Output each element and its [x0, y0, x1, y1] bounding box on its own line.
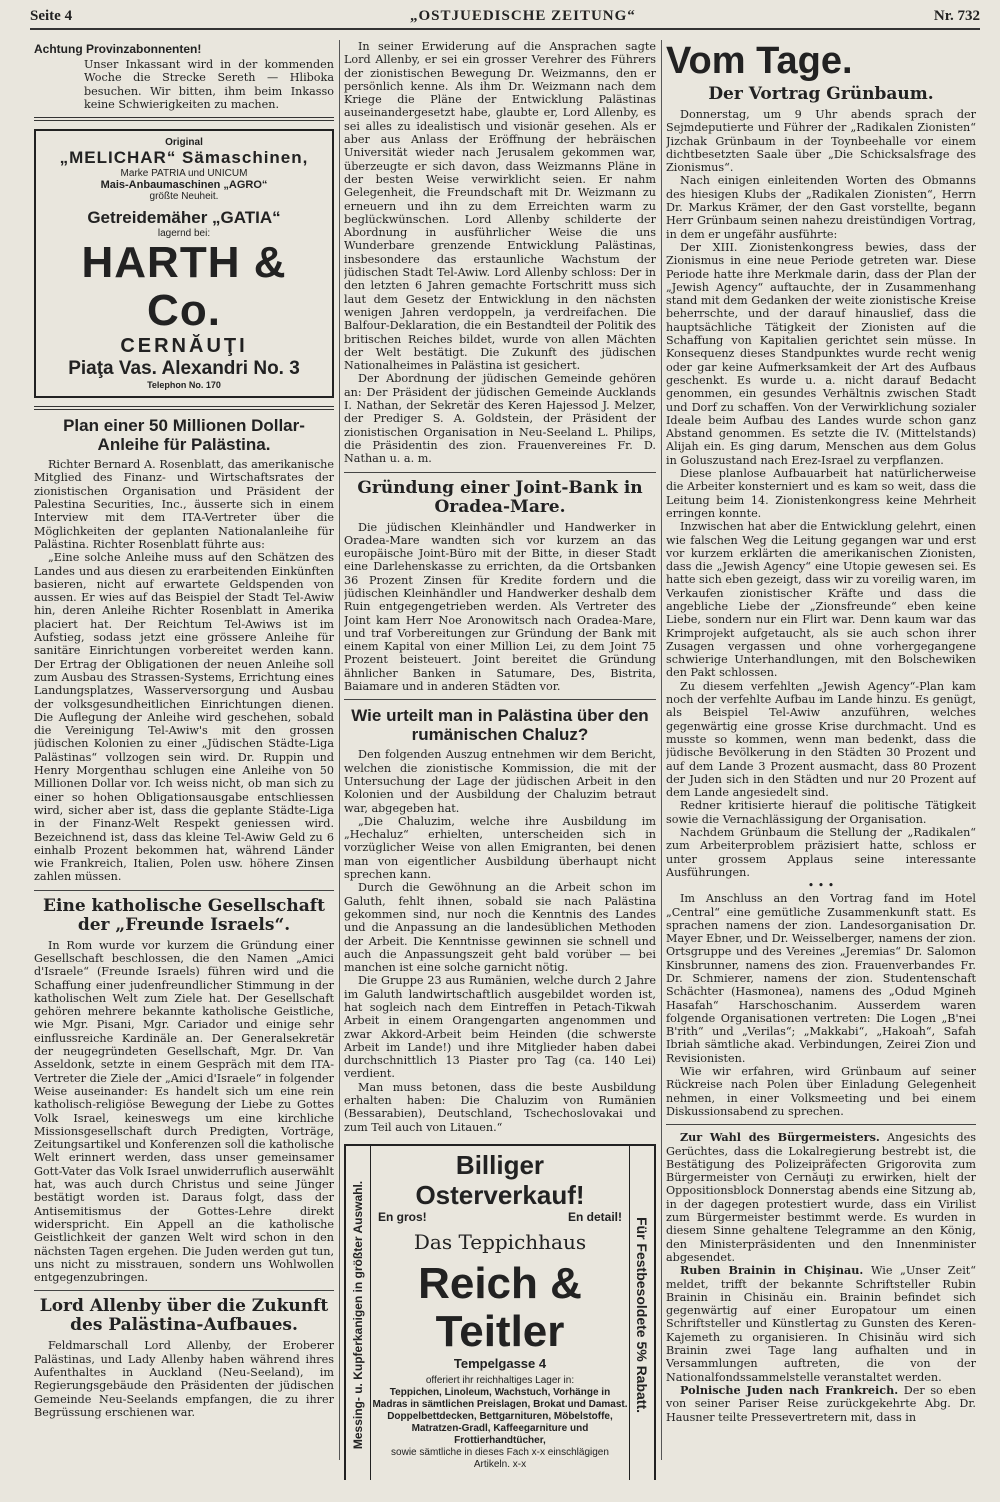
notice-title: Achtung Provinzabonnenten! — [34, 42, 202, 56]
ad-footer: sowie sämtliche in dieses Fach x-x einschlägigen Artikeln. x-x — [391, 1446, 609, 1470]
ad-house: Das Teppichhaus — [413, 1229, 587, 1254]
issue-number: Nr. 732 — [933, 8, 980, 24]
ad-original: Original — [165, 137, 203, 149]
news-text: Angesichts des Gerüchtes, dass die Lokalregierung bestrebt ist, die Bestätigung des Polizeipräfecten Grigorovita zum Bürgermeister von Cernăuţi zu erwirken, hielt der Oppositionsblock Donnerstag abends eine Sitzung ab, in der dagegen protestiert wurde, dass ein Virilist zum Bürgermeister bestimmt werde. Es wurden in diesem Sinne gehaltene Telegramme an den König, den Ministerpräsidenten und den Innenminister abgesendet. — [666, 1131, 976, 1264]
ad-firm: HARTH & Co. — [81, 238, 287, 336]
article-paragraph: „Eine solche Anleihe muss auf den Schätzen des Landes und aus diesen zu erarbeitenden Einkünften basieren, nicht auf erwartete Geldspenden von aussen. Er wies auf das Beispiel der Stadt Tel-Awiw hin, deren Anleihe Richter Rosenblatt in Amerika placiert hat. Der Reichtum Tel-Awiws ist im Aufstieg, sodass jetzt eine grössere Anleihe für sanitäre Einrichtungen vorbereitet werden kann. Der Ertrag der Obligationen der neuen Anleihe soll zum Ausbau des Strassen-Systems, Errichtung eines Landungsplatzes, Wasserversorgung und Ausbau der volksgesundheitlichen Einrichtungen dienen. Die Auflegung der Anleihe wird geschehen, sobald die Vereinigung Tel-Awiw's mit den grossen jüdischen Kolonien zu einer „Jüdischen Städte-Liga Palästinas“ vollzogen sein wird. Dr. Ruppin und Henry Morgenthau schlugen eine Anleihe von 50 Millionen Dollar vor. Ich weiss nicht, ob man sich zu einer so hohen Obligationsausgabe entschliessen wird, sicher aber ist, dass die geplante Städte-Liga in der Finanz-Welt Respekt geniessen wird. Bezeichnend ist, dass das kleine Tel-Awiw Geld zu 6 einhalb Prozent bekommen hat, während Länder wie Frankreich, Italien, Polen usw. höhere Zinsen zahlen müssen. — [34, 551, 334, 884]
article-paragraph: Im Anschluss an den Vortrag fand im Hotel „Central“ eine gemütliche Zusammenkunft statt. Es sprachen namens der zion. Landesorganisation Dr. Mayer Ebner, und Dr. Weisselberger, namens der zion. Ortsgruppe und des Vereines „Jeremias“ Dr. Salomon Kinsbrunner, namens des zion. Frauenverbandes Fr. Dr. Schmierer, namens der zion. Studentenschaft Schächter (Hasmonea), namens des „Odud Mgineh Hasafah“ Harschoschanim. Ausserdem waren folgende Organisationen vertreten: Die Logen „B'nei B'rith“ und „Verilas“; „Makkabi“, „Hakoah“, Safah Ibriah sämtliche akad. Verbindungen, Zeirei Zion und Revisionisten. — [666, 892, 976, 1065]
ad-side-left-text: Messing- u. Kupferkanigen in größter Auswahl. — [351, 1180, 365, 1450]
ad-body — [372, 1150, 628, 1471]
page-number: Seite 4 — [30, 8, 73, 24]
ad-address: Piaţa Vas. Alexandri No. 3 — [68, 358, 300, 380]
article-paragraph: Zu diesem verfehlten „Jewish Agency“-Plan kam noch der verfehlte Aufbau im Lande hinzu. Es genügt, als Beispiel Tel-Awiw anzuführen, welches gegenwärtig eine grosse Krise durchmacht. Und es musste so kommen, wenn man bedenkt, dass die jüdische Bevölkerung in den Städten 30 Prozent und auf dem Lande 3 Prozent ausmacht, dass 80 Prozent der Juden sich in den Städten und nur 20 Prozent auf dem Lande angesiedelt sind. — [666, 679, 976, 800]
article-title: Plan einer 50 Millionen Dollar-Anleihe für Palästina. — [63, 416, 305, 455]
ad-engros: En gros! — [378, 1209, 427, 1224]
news-lead: Zur Wahl des Bürgermeisters. — [680, 1130, 880, 1145]
page-header — [30, 8, 980, 30]
harth-advertisement — [34, 129, 334, 398]
divider — [344, 699, 656, 700]
ad-headline: Billiger Osterverkauf! — [415, 1149, 585, 1210]
news-lead: Polnische Juden nach Frankreich. — [680, 1382, 899, 1397]
ad-mais: Mais-Anbaumaschinen „AGRO“ — [100, 179, 268, 192]
ad-offer: offeriert ihr reichhaltiges Lager in: — [425, 1374, 575, 1386]
news-text: Wie „Unser Zeit“ meldet, trifft der bekannte Schriftsteller Rubin Brainin in Chisinău ein. Brainin befindet sich gegenwärtig auf einer Europatour um einen Schriftsteller und Künstlertag zu Gunsten des Keren-Kajemeth zu organisieren. In Chisinău wird sich Brainin zwei Tage lang aufhalten und in Versammlungen auftreten, die von der Nationalfondssammelstelle veranstaltet werden. — [666, 1264, 976, 1384]
column-rule — [339, 40, 340, 1460]
article-paragraph: Der Abordnung der jüdischen Gemeinde gehören an: Der Präsident der jüdischen Gemeinde Aucklands I. Nathan, der Sekretär des Keren Hajessod J. Melzer, der Prediger S. A. Goldstein, der Präsident der zionistischen Organisation in Neu-Seeland L. Philips, die Präsidentin des zion. Frauenvereines Fr. D. Nathan u. a. m. — [344, 372, 656, 466]
section-title: Vom Tage. — [666, 40, 853, 82]
article-paragraph: Wie wir erfahren, wird Grünbaum auf seiner Rückreise nach Polen über Einladung Gelegenheit nehmen, in einer Volksmeeting und bei einem Diskussionsabend zu sprechen. — [666, 1065, 976, 1118]
article-paragraph: Die jüdischen Kleinhändler und Handwerker in Oradea-Mare wandten sich vor kurzem an das europäische Joint-Büro mit der Bitte, in dieser Stadt eine Darlehenskasse zu errichten, da die Ortsbanken 36 Prozent Zinsen für Kredite fordern und die jüdischen Kleinhändler und Handwerker deshalb dem Ruin entgegengetrieben werden. Als Vertreter des Joint kam Herr Noe Aronowitsch nach Oradea-Mare, und traf Vorbereitungen zur Gründung der Bank mit einem Kapital von einer Million Lei, zu dem Joint 75 Prozent beisteuert. Joint bereitet die Gründung ähnlicher Banken in Satumare, Des, Bistrita, Baiamare und in anderen Städten vor. — [344, 520, 656, 694]
news-item — [666, 1264, 976, 1384]
column-3 — [666, 40, 976, 1480]
ad-side-right — [629, 1146, 654, 1480]
ad-side-left — [346, 1146, 371, 1480]
ad-firm: Reich & Teitler — [418, 1258, 582, 1356]
article-paragraph: Nachdem Grünbaum die Stellung der „Radikalen“ zum Arbeiterproblem präzisiert hatte, schloss er unter grossem Applaus seine interessante Ausführungen. — [666, 826, 976, 879]
divider — [34, 117, 334, 121]
divider — [34, 406, 334, 410]
ad-engros-row — [372, 1210, 628, 1224]
newspaper-title: „OSTJUEDISCHE ZEITUNG“ — [410, 8, 636, 24]
article-paragraph: Nach einigen einleitenden Worten des Obmanns des hiesigen Klubs der „Radikalen Zionisten“, Herrn Dr. Markus Krämer, der den Gast vorstellte, begann Herr Grünbaum seinen nahezu dreistündigen Vortrag, in dem er ungefähr ausführte: — [666, 174, 976, 241]
news-text: Der so eben von seiner Pariser Reise zurückgekehrte Abg. Dr. Hausner teilte Pressevertretern mit, dass in — [666, 1383, 976, 1424]
article-title: Gründung einer Joint-Bank in Oradea-Mare. — [357, 477, 643, 517]
ad-lagernd: lagernd bei: — [157, 228, 211, 240]
news-lead: Ruben Brainin in Chişinau. — [680, 1263, 864, 1278]
article-paragraph: In Rom wurde vor kurzem die Gründung einer Gesellschaft beschlossen, die den Namen „Amici d'Israele“ (Freunde Israels) führen wird und die Schaffung einer judenfreundlicher Stimmung in der katholischen Welt zum Ziele hat. Der Gesellschaft gehören mehrere bekannte katholische Geistliche, wie Mgr. Pisani, Mgr. Cariador und einige sehr einflussreiche Kardinäle an. Der Generalsekretär der neugegründeten Gesellschaft, Mgr. Dr. Van Asseldonk, setzte in einem Gespräch mit dem ITA-Vertreter die Ziele der „Amici d'Israele“ in folgender Weise auseinander: Es handelt sich um eine rein katholisch-religiöse Bewegung der Liebe zu Gottes Volk Israel, keineswegs um eine kirchliche Missionsgesellschaft durch Predigten, Vorträge, Zeitungsartikel und Konferenzen soll die katholische Welt erinnert werden, dass unser gemeinsamer Gott-Vater das Volk Israel unwiderruflich auserwählt hat, was auch durch Christus und seine Jünger bestätigt worden ist. Daraus folgt, dass der Antisemitismus der Gottes-Lehre direkt widerspricht. Ein Appell an die katholische Geistlichkeit der ganzen Welt wird schon in den nächsten Tagen ergehen. Die Juden werden gut tun, uns nicht zu misstrauen, sondern uns Wohlwollen entgegenzubringen. — [34, 938, 334, 1285]
ad-wares: Teppichen, Linoleum, Wachstuch, Vorhänge in Madras in sämtlichen Preislagen, Brokat und Damast. Doppelbettdecken, Bettgarnituren, Möbelstoffe, Matratzen-Gradl, Kaffeegarniture und Frottierhandtücher, — [372, 1386, 628, 1446]
article-paragraph: Feldmarschall Lord Allenby, der Eroberer Palästinas, und Lady Allenby haben während ihres Aufenthaltes in Auckland (Neu-Seeland), im Regierungsgebäude den Präsidenten der jüdischen Gemeinde Neu-Seelands empfangen, die zu ihrer Begrüssung erschienen war. — [34, 1339, 334, 1419]
divider — [666, 1124, 976, 1125]
article-paragraph: Redner kritisierte hierauf die politische Tätigkeit sowie die Vernachlässigung der Organisation. — [666, 799, 976, 826]
article-paragraph: Man muss betonen, dass die beste Ausbildung erhalten haben: Die Chaluzim von Rumänien (Bessarabien), Deutschland, Tschechoslovakai und zum Teil auch von Litauen.“ — [344, 1080, 656, 1134]
ad-getreide: Getreidemäher „GATIA“ — [87, 208, 281, 228]
article-paragraph: Richter Bernard A. Rosenblatt, das amerikanische Mitglied des Finanz- und Wirtschaftsrates der zionistischen Organisation und Präsident der Palestina Securities, Inc., äusserte sich in einem Interview mit dem ITA-Vertreter über die Möglichkeiten der geplanten Nationalanleihe für Palästina. Richter Rosenblatt führte aus: — [34, 458, 334, 551]
ad-street: Tempelgasse 4 — [453, 1355, 547, 1371]
divider — [344, 472, 656, 473]
column-2 — [344, 40, 656, 1480]
section-subtitle: Der Vortrag Grünbaum. — [708, 84, 934, 104]
separator-stars: • • • — [807, 879, 835, 893]
ad-brand: „MELICHAR“ Sämaschinen, — [59, 148, 309, 168]
article-title: Eine katholische Gesellschaft der „Freunde Israels“. — [43, 895, 325, 935]
article-paragraph: Der XIII. Zionistenkongress bewies, dass der Zionismus in eine neue Periode getreten war. Diese Periode hatte ihre Merkmale darin, dass der Plan der „Jewish Agency“ auftauchte, der in Zusammenhang stand mit dem Gedanken der weite zionistische Kreise beherrschte, und der darauf hinauslief, dass die hauptsächliche Tätigkeit der Zionisten auf die Schaffung von Kapitalien gerichtet sein müsse. In Konsequenz dieses Standpunktes wurde recht wenig oder gar keine Aufmerksamkeit der Art des Aufbaus geschenkt. Es wurde u. a. nicht darauf Bedacht genommen, ein gesundes Verhältnis zwischen Stadt und Dorf zu schaffen. Von der Verwirklichung sozialer Ideale beim Aufbau des Landes wurde schon ganz Abstand genommen. Es setzte die IV. (Mittelstands) Alijah ein. Es ging darum, Menschen aus dem Golus in Goluszustand nach Erez-Israel zu verpflanzen. — [666, 240, 976, 467]
article-paragraph: Inzwischen hat aber die Entwicklung gelehrt, einen wie falschen Weg die Leitung gegangen war und erst vor kurzem erklärten die amerikanischen Zionisten, dass die „Jewish Agency“ eine Utopie gewesen sei. Es hatte sich eben gezeigt, dass wir zu voreilig waren, im Verkaufen zionistischer Kräfte und dass die angebliche Liebe der „Zionsfreunde“ eben keine Liebe, sondern nur ein Flirt war. Denn kaum war das Krimprojekt aufgetaucht, als sie auch schon ihrer Zusagen vergassen und ohne vorhergegangene schwierige Unterhandlungen, mit den Bolschewiken den Pakt schlossen. — [666, 520, 976, 680]
ad-neuheit: größte Neuheit. — [149, 191, 219, 203]
news-item — [666, 1131, 976, 1264]
divider — [34, 1290, 334, 1291]
article-paragraph: Diese planlose Aufbauarbeit hat natürlicherweise die Arbeiter konsterniert und es kam so weit, dass die Leitung beim 14. Zionistenkongress keine Mehrheit erringen konnte. — [666, 467, 976, 520]
divider — [34, 890, 334, 891]
article-title: Wie urteilt man in Palästina über den rumänischen Chaluz? — [351, 706, 649, 745]
article-paragraph: Die Gruppe 23 aus Rumänien, welche durch 2 Jahre im Galuth landwirtschaftlich ausgebildet worden ist, hat sogleich nach dem Eintreffen in Petach-Tikwah Arbeit in einem Orangengarten angenommen und zwar Akkord-Arbeit beim Heinden (die schwerste Arbeit im Lande!) und ihre Mitglieder haben dabei durchschnittlich 13 Piaster pro Tag (ca. 140 Lei) verdient. — [344, 974, 656, 1081]
article-paragraph: In seiner Erwiderung auf die Ansprachen sagte Lord Allenby, er sei ein grosser Verehrer des Führers der zionistischen Bewegung Dr. Weizmanns, den er persönlich kenne. Als ihm Dr. Weizmann nach dem Kriege die Pläne der Entwicklung Palästinas auseinandergesetzt habe, glaubte er, Lord Allenby, es sei alles zu idealistisch und visionär gesehen. Als er aber aus Anlass der Eröffnung der hebräischen Universität wieder nach Jerusalem gekommen war, überzeugte er sich davon, dass Weizmanns Pläne in der besten Weise verwirklicht seien. Er nahm Gelegenheit, die Freundschaft mit Dr. Weizmann zu erneuern und ihn zu dem Erreichten warm zu beglückwünschen. Lord Allenby schilderte der Abordnung in ausführlicher Weise die uns Wunderbare grenzende Entwicklung Palästinas, insbesondere das erstaunliche Wachstum der jüdischen Stadt Tel-Awiw. Lord Allenby schloss: Der in den letzten 6 Jahren gemachte Fortschritt muss sich laut dem Gesetz der Entwicklung in den nächsten wenigen Jahren verdoppeln, ja verdreifachen. Die Balfour-Deklaration, die ein Bestandteil der Politik des britischen Reiches bildet, wurde von allen Mächten der Welt bestätigt. Die Zukunft des jüdischen Nationalheimes in Palästina ist gesichert. — [344, 40, 656, 373]
article-title: Lord Allenby über die Zukunft des Palästina-Aufbaues. — [39, 1296, 329, 1336]
notice — [34, 42, 334, 111]
ad-phone: Telephon No. 170 — [147, 380, 221, 391]
ad-city: CERNĂUŢI — [120, 335, 248, 358]
article-paragraph: Donnerstag, um 9 Uhr abends sprach der Sejmdeputierte und Führer der „Radikalen Zionisten“ Jizchak Grünbaum in der Toynbeehalle vor einem dichtbesetzten Saale über „Die Schicksalsfrage des Zionismus“. — [666, 108, 976, 175]
ad-marke: Marke PATRIA und UNICUM — [120, 168, 248, 180]
article-paragraph: Durch die Gewöhnung an die Arbeit schon im Galuth, fehlt ihnen, sobald sie nach Palästina gekommen sind, nur noch die Kenntnis des Landes und die Anpassung an die landesüblichen Methoden der Arbeit. Die Kenntnisse gewinnen sie schnell und auch die Anpassungszeit geht bald vorüber — bei manchen ist eine solche garnicht nötig. — [344, 881, 656, 975]
reich-teitler-advertisement — [344, 1144, 656, 1480]
column-rule — [661, 40, 662, 1460]
article-paragraph: „Die Chaluzim, welche ihre Ausbildung im „Hechaluz“ erhielten, unterscheiden sich in vorzüglicher Weise von allen Emigranten, bei denen man von eigentlicher Ausbildung überhaupt nicht sprechen kann. — [344, 814, 656, 882]
notice-text: Unser Inkassant wird in der kommenden Woche die Strecke Sereth — Hliboka besuchen. Wir bitten, ihm beim Inkasso keine Schwierigkeiten zu machen. — [84, 58, 334, 111]
article-paragraph: Den folgenden Auszug entnehmen wir dem Bericht, welchen die zionistische Kommission, die mit der Untersuchung der Lage der jüdischen Arbeit in den Kolonien und der Ausbildung der Chaluzim betraut war, abgegeben hat. — [344, 748, 656, 815]
ad-side-right-text: Für Festbesoldete 5% Rabatt. — [634, 1216, 651, 1413]
news-item — [666, 1384, 976, 1424]
column-1 — [34, 40, 334, 1480]
ad-endetail: En detail! — [567, 1209, 622, 1224]
